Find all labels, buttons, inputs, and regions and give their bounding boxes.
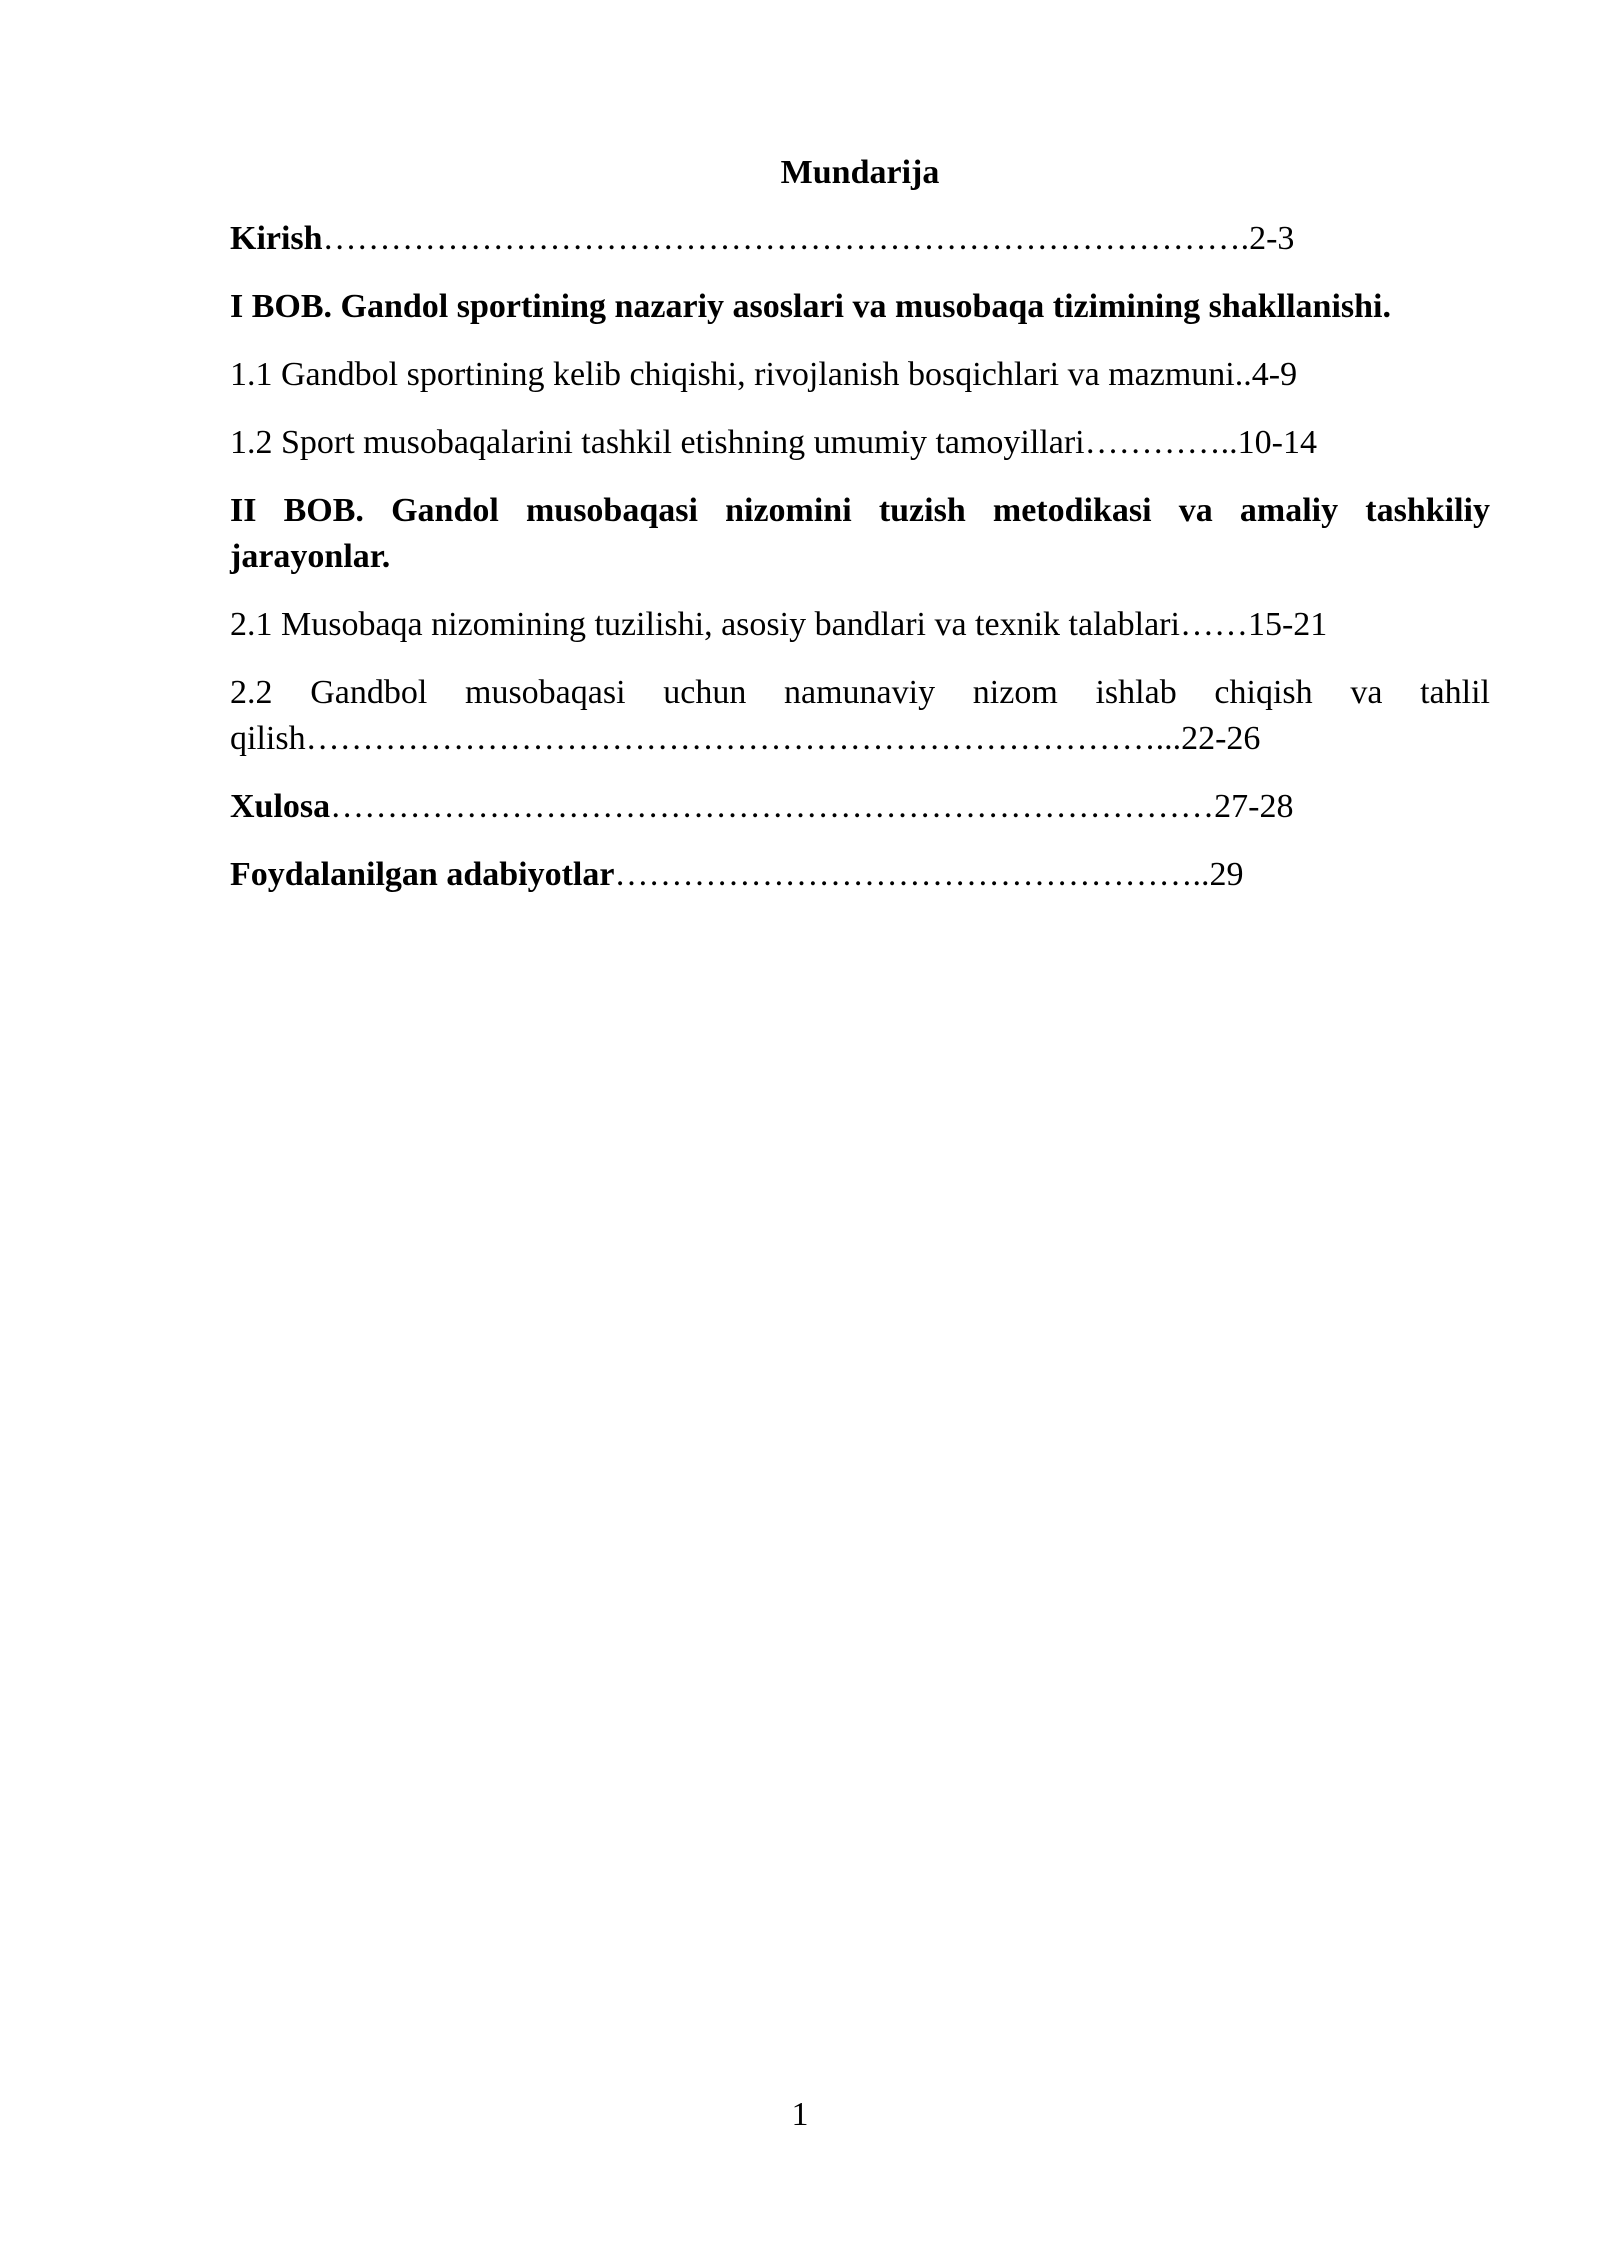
toc-chapter-2 [230,488,1490,580]
toc-entry-pages: 22-26 [1181,720,1261,757]
toc-entry-leader: …… [1179,606,1248,643]
toc-entry-label: 1.2 Sport musobaqalarini tashkil etishning umumiy tamoyillari [230,424,1085,461]
toc-entry-2-2 [230,670,1490,762]
toc-entry-1-1 [230,352,1490,398]
table-of-contents [230,150,1490,920]
toc-entry-adabiyotlar [230,852,1490,898]
toc-entry-leader: ………………………………………………………………………. [322,220,1250,257]
toc-entry-2-1 [230,602,1490,648]
toc-entry-label: II BOB. Gandol musobaqasi nizomini tuzish metodikasi va amaliy tashkiliy jarayonlar. [230,492,1490,575]
toc-entry-leader: …………………………………………….. [614,856,1210,893]
toc-entry-label: 2.2 Gandbol musobaqasi uchun namunaviy nizom ishlab chiqish va tahlil qilish [230,674,1490,757]
toc-entry-pages: 15-21 [1247,606,1328,643]
toc-entry-1-2 [230,420,1490,466]
page-number: 1 [791,2096,809,2133]
toc-entry-label: I BOB. Gandol sportining nazariy asoslari va musobaqa tizimining shakllanishi. [230,288,1391,325]
toc-entry-pages: 29 [1209,856,1244,893]
toc-entry-label: Foydalanilgan adabiyotlar [230,856,615,893]
toc-entry-pages: 4-9 [1251,356,1298,393]
toc-entry-pages: 10-14 [1237,424,1317,461]
toc-entry-kirish [230,216,1490,262]
toc-chapter-1 [230,284,1490,330]
toc-entry-label: 2.1 Musobaqa nizomining tuzilishi, asosiy bandlari va texnik talablari [230,606,1180,643]
toc-entry-label: 1.1 Gandbol sportining kelib chiqishi, rivojlanish bosqichlari va mazmuni.. [230,356,1252,393]
toc-entry-pages: 2-3 [1249,220,1295,257]
toc-entry-leader: …………………………………………………………………… [330,788,1215,825]
toc-entry-leader: …………………………………………………………………... [305,720,1182,757]
toc-entry-pages: 27-28 [1214,788,1294,825]
toc-entry-label: Kirish [230,220,323,257]
toc-entry-label: Xulosa [230,788,331,825]
toc-title: Mundarija [780,154,940,191]
toc-entry-xulosa [230,784,1490,830]
toc-entry-leader: ………….. [1084,424,1238,461]
